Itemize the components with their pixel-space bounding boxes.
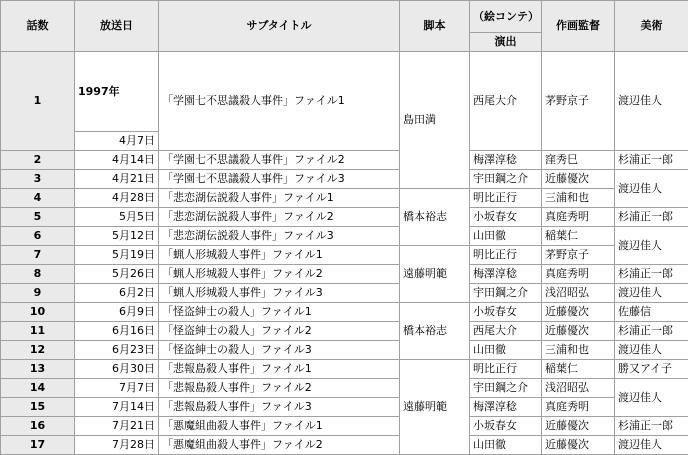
header-animation-director: 作画監督 [542, 1, 615, 52]
director-cell: 梅澤淳稔 [470, 265, 542, 284]
episode-number: 15 [1, 398, 75, 417]
director-cell: 明比正行 [470, 189, 542, 208]
anim-director-cell: 稲葉仁 [542, 227, 615, 246]
episode-title: 「悪魔組曲殺人事件」ファイル1 [159, 417, 400, 436]
writer-cell: 遠藤明範 [400, 246, 470, 303]
anim-director-cell: 浅沼昭弘 [542, 284, 615, 303]
episode-title: 「蝋人形城殺人事件」ファイル3 [159, 284, 400, 303]
episode-number: 16 [1, 417, 75, 436]
anim-director-cell: 茅野京子 [542, 52, 615, 151]
episode-title: 「怪盗紳士の殺人」ファイル2 [159, 322, 400, 341]
episode-title: 「学園七不思議殺人事件」ファイル2 [159, 151, 400, 170]
art-cell: 渡辺佳人 [615, 436, 688, 455]
episode-number: 13 [1, 360, 75, 379]
header-episode: 話数 [1, 1, 75, 52]
episode-title: 「蝋人形城殺人事件」ファイル2 [159, 265, 400, 284]
episode-title: 「悲報島殺人事件」ファイル2 [159, 379, 400, 398]
header-script: 脚本 [400, 1, 470, 52]
anim-director-cell: 稲葉仁 [542, 360, 615, 379]
episode-title: 「学園七不思議殺人事件」ファイル1 [159, 52, 400, 151]
anim-director-cell: 真庭秀明 [542, 208, 615, 227]
anim-director-cell: 近藤優次 [542, 303, 615, 322]
anim-director-cell: 真庭秀明 [542, 265, 615, 284]
airdate-cell: 5月26日 [75, 265, 159, 284]
airdate-cell: 6月23日 [75, 341, 159, 360]
anim-director-cell: 三浦和也 [542, 189, 615, 208]
director-cell: 明比正行 [470, 360, 542, 379]
anim-director-cell: 茅野京子 [542, 246, 615, 265]
header-director: 演出 [470, 33, 542, 52]
director-cell: 小坂春女 [470, 417, 542, 436]
episode-number: 7 [1, 246, 75, 265]
art-cell: 杉浦正一郎 [615, 265, 688, 284]
writer-cell: 橋本裕志 [400, 303, 470, 360]
airdate-cell: 7月28日 [75, 436, 159, 455]
airdate-cell: 5月12日 [75, 227, 159, 246]
episode-title: 「学園七不思議殺人事件」ファイル3 [159, 170, 400, 189]
director-cell: 小坂春女 [470, 303, 542, 322]
airdate-cell: 5月5日 [75, 208, 159, 227]
art-cell: 渡辺佳人 [615, 284, 688, 303]
art-cell: 杉浦正一郎 [615, 322, 688, 341]
episode-number: 17 [1, 436, 75, 455]
art-cell: 杉浦正一郎 [615, 208, 688, 227]
episode-number: 5 [1, 208, 75, 227]
art-cell: 渡辺佳人 [615, 52, 688, 151]
header-airdate: 放送日 [75, 1, 159, 52]
airdate-cell: 5月19日 [75, 246, 159, 265]
airdate-cell: 7月7日 [75, 379, 159, 398]
director-cell: 山田徹 [470, 227, 542, 246]
director-cell: 梅澤淳稔 [470, 398, 542, 417]
anim-director-cell: 近藤優次 [542, 436, 615, 455]
art-cell: 渡辺佳人 [615, 379, 688, 417]
episode-title: 「悲恋湖伝説殺人事件」ファイル2 [159, 208, 400, 227]
episode-title: 「悲恋湖伝説殺人事件」ファイル1 [159, 189, 400, 208]
episode-number: 11 [1, 322, 75, 341]
anim-director-cell: 近藤優次 [542, 322, 615, 341]
header-subtitle: サブタイトル [159, 1, 400, 52]
director-cell: 梅澤淳稔 [470, 151, 542, 170]
director-cell: 西尾大介 [470, 52, 542, 151]
anim-director-cell: 浅沼昭弘 [542, 379, 615, 398]
art-cell: 杉浦正一郎 [615, 417, 688, 436]
episode-number: 10 [1, 303, 75, 322]
episode-number: 14 [1, 379, 75, 398]
episode-title: 「悪魔組曲殺人事件」ファイル2 [159, 436, 400, 455]
director-cell: 宇田鋼之介 [470, 170, 542, 189]
art-cell: 渡辺佳人 [615, 227, 688, 265]
episode-number: 2 [1, 151, 75, 170]
episode-number: 6 [1, 227, 75, 246]
airdate-cell: 7月14日 [75, 398, 159, 417]
airdate-cell: 4月28日 [75, 189, 159, 208]
episode-title: 「蝋人形城殺人事件」ファイル1 [159, 246, 400, 265]
director-cell: 明比正行 [470, 246, 542, 265]
anim-director-cell: 近藤優次 [542, 417, 615, 436]
airdate-cell: 6月9日 [75, 303, 159, 322]
writer-cell: 橋本裕志 [400, 189, 470, 246]
airdate-cell: 6月30日 [75, 360, 159, 379]
anim-director-cell: 近藤優次 [542, 170, 615, 189]
director-cell: 宇田鋼之介 [470, 284, 542, 303]
episode-number: 9 [1, 284, 75, 303]
director-cell: 山田徹 [470, 436, 542, 455]
episode-title: 「悲報島殺人事件」ファイル3 [159, 398, 400, 417]
episode-number: 4 [1, 189, 75, 208]
airdate-cell: 4月14日 [75, 151, 159, 170]
director-cell: 小坂春女 [470, 208, 542, 227]
director-cell: 山田徹 [470, 341, 542, 360]
art-cell: 渡辺佳人 [615, 341, 688, 360]
episode-number: 1 [1, 52, 75, 151]
anim-director-cell: 三浦和也 [542, 341, 615, 360]
header-art: 美術 [615, 1, 688, 52]
writer-cell: 遠藤明範 [400, 360, 470, 455]
episode-title: 「悲恋湖伝説殺人事件」ファイル3 [159, 227, 400, 246]
airdate-cell: 6月2日 [75, 284, 159, 303]
art-cell: 渡辺佳人 [615, 170, 688, 208]
episode-title: 「怪盗紳士の殺人」ファイル1 [159, 303, 400, 322]
anim-director-cell: 真庭秀明 [542, 398, 615, 417]
header-storyboard: （絵コンテ） [470, 1, 542, 33]
writer-cell: 島田満 [400, 52, 470, 189]
anim-director-cell: 窪秀巳 [542, 151, 615, 170]
art-cell: 佐藤信 [615, 303, 688, 322]
episode-title: 「悲報島殺人事件」ファイル1 [159, 360, 400, 379]
episode-number: 12 [1, 341, 75, 360]
episode-title: 「怪盗紳士の殺人」ファイル3 [159, 341, 400, 360]
year-label: 1997年 [75, 52, 159, 132]
director-cell: 西尾大介 [470, 322, 542, 341]
episode-number: 3 [1, 170, 75, 189]
airdate-cell: 4月21日 [75, 170, 159, 189]
art-cell: 勝又アイ子 [615, 360, 688, 379]
episode-number: 8 [1, 265, 75, 284]
director-cell: 宇田鋼之介 [470, 379, 542, 398]
art-cell: 杉浦正一郎 [615, 151, 688, 170]
airdate-cell: 6月16日 [75, 322, 159, 341]
airdate-cell: 7月21日 [75, 417, 159, 436]
airdate-cell: 4月7日 [75, 132, 159, 151]
